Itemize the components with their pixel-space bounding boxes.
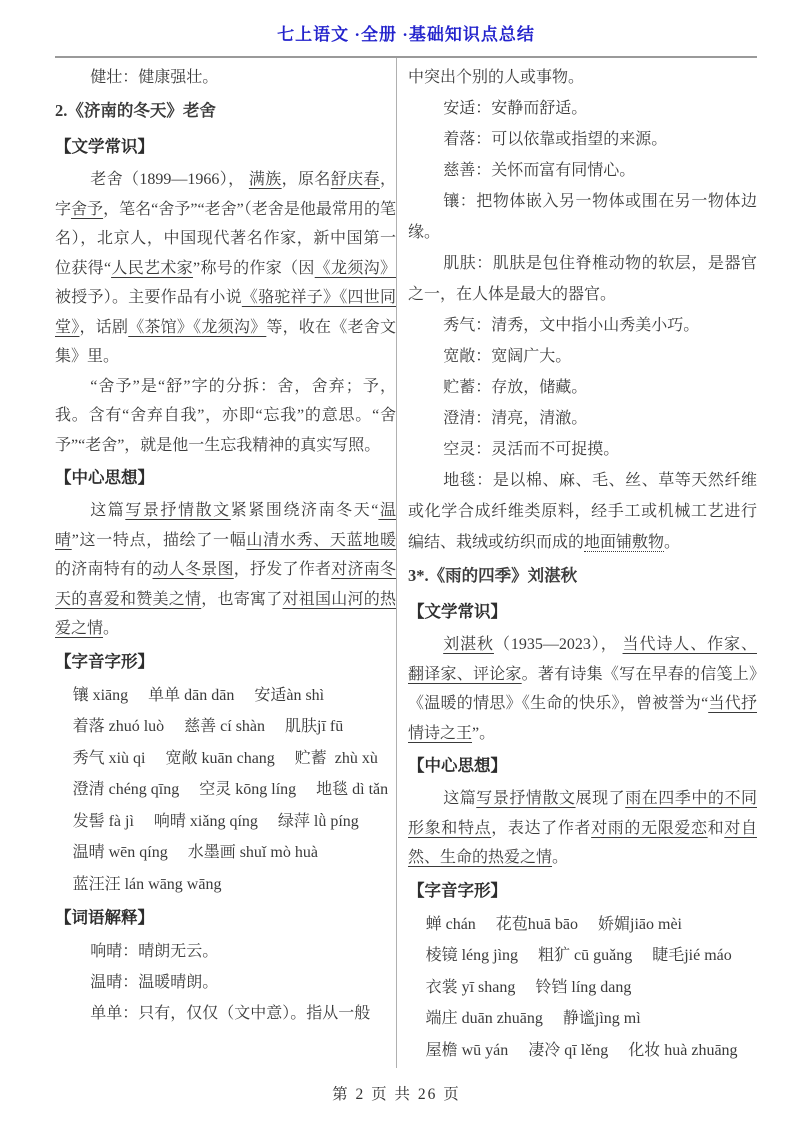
underlined-text: 《茶馆》《龙须沟》	[128, 318, 267, 336]
paragraph	[408, 784, 757, 873]
text-run: 和	[707, 819, 725, 837]
section-header: 【字音字形】	[55, 651, 154, 671]
underlined-text: 温晴	[55, 502, 396, 549]
pinyin-line: 温晴 wēn qíng 水墨画 shuǐ mò huà	[72, 844, 318, 861]
paragraph	[55, 372, 396, 461]
pinyin-line: 发髻 fà jì 响晴 xiǎng qíng 绿萍 lǜ píng	[72, 812, 359, 830]
text-run: ，表达了作者	[491, 819, 592, 837]
text-run: 地毯：是以棉、麻、毛、丝、草等天然纤维或化学合成纤维类原料，经手工或机械工艺进行编结、栽绒或纺织而成的	[408, 472, 757, 551]
underlined-text: 《龙须沟》	[314, 259, 396, 277]
text-run: 老舍（1899—1966），	[90, 171, 249, 188]
text-run: ，话剧	[79, 318, 129, 336]
section-header: 【中心思想】	[55, 468, 154, 487]
underlined-text: 刘湛秋	[443, 636, 494, 653]
text-run: ”称号的作家（因	[193, 259, 315, 277]
text-run: 展现了	[575, 790, 626, 807]
left-column	[55, 58, 396, 1068]
paragraph	[408, 630, 757, 748]
text-run: ，笔名“舍予”“老舍”（老舍是他最常用的笔名），北京人，中国现代著名作家，新中国第一位获得“	[55, 200, 396, 277]
paragraph	[55, 165, 396, 372]
definition: 着落：可以依靠或指望的来源。	[443, 131, 668, 148]
text-run: 。	[664, 534, 681, 551]
definition: 肌肤：肌肤是包住脊椎动物的软层，是器官之一，在人体是最大的器官。	[408, 255, 757, 303]
right-column	[397, 58, 757, 1068]
underlined-text: 舒庆春	[330, 171, 380, 188]
pinyin-line: 蝉 chán 花苞huā bāo 娇媚jiāo mèi	[425, 915, 682, 933]
text-run: ”这一特点，描绘了一幅	[71, 531, 247, 549]
definition: 宽敞：宽阔广大。	[443, 348, 572, 365]
pinyin-line: 蓝汪汪 lán wāng wāng	[72, 875, 222, 893]
footer-page-number: 第 2 页 共 26 页	[332, 1086, 461, 1103]
definition: 澄清：清亮，清澈。	[443, 410, 588, 427]
underlined-text: 雨在四季中的不同形象和特点	[408, 790, 757, 837]
underlined-text: 满族	[248, 171, 282, 188]
section-header: 【字音字形】	[408, 880, 507, 900]
section-header: 【词语解释】	[55, 908, 154, 927]
definition: 慈善：关怀而富有同情心。	[443, 162, 636, 179]
underlined-text: 对雨的无限爱恋	[591, 819, 708, 837]
text-run: 这篇	[90, 502, 126, 519]
underlined-text: 当代诗人、作家、翻译家、评论家	[408, 636, 757, 683]
pinyin-line: 端庄 duān zhuāng 静谧jìng mì	[425, 1010, 641, 1027]
text-run: 的济南特有的	[55, 561, 153, 578]
pinyin-line: 秀气 xiù qi 宽敞 kuān chang 贮蓄 zhù xù	[72, 749, 378, 767]
pinyin-line: 着落 zhuó luò 慈善 cí shàn 肌肤jī fū	[72, 718, 344, 735]
lesson-title: 2.《济南的冬天》老舍	[55, 101, 216, 120]
definition	[408, 465, 757, 558]
text-run: ，字	[55, 171, 396, 218]
text-run: 被授予）。主要作品有小说	[55, 289, 242, 306]
text-run: ，也寄寓了	[201, 590, 283, 608]
page-header-title: 七上语文 ·全册 ·基础知识点总结	[277, 25, 535, 44]
definition: 贮蓄：存放，储藏。	[443, 379, 588, 396]
text-run: ，原名	[281, 171, 331, 188]
text-run: 。	[103, 620, 120, 637]
definition: 镶：把物体嵌入另一物体或围在另一物体边缘。	[408, 193, 757, 241]
text-run: （1935—2023），	[493, 636, 623, 653]
definition: 单单：只有，仅仅（文中意）。指从一般	[90, 1005, 371, 1022]
text-run: 等，收在《老舍文集》里。	[55, 318, 396, 365]
pinyin-line: 棱镜 léng jìng 粗犷 cū guǎng 睫毛jié máo	[425, 947, 732, 964]
underlined-text: 写景抒情散文	[125, 502, 231, 519]
text-run: ，抒发了作者	[233, 561, 332, 578]
underlined-text: 对祖国山河的热爱之情	[55, 590, 396, 637]
paragraph	[55, 496, 396, 644]
underlined-text: 写景抒情散文	[476, 790, 576, 807]
underlined-text: 动人冬景图	[152, 561, 234, 578]
underlined-text: 山清水秀、天蓝地暖	[246, 531, 396, 549]
section-header: 【中心思想】	[408, 756, 507, 775]
two-column-body	[55, 58, 757, 1068]
underlined-text: 舍予	[71, 200, 104, 218]
pinyin-line: 屋檐 wū yán 凄冷 qī lěng 化妆 huà zhuāng	[425, 1041, 738, 1059]
section-header: 【文学常识】	[55, 137, 154, 156]
definition: 健壮：健康强壮。	[90, 69, 219, 86]
definition: 温晴：温暖晴朗。	[90, 974, 219, 991]
definition: 响晴：晴朗无云。	[90, 943, 219, 960]
underlined-text: 人民艺术家	[111, 259, 194, 277]
section-header: 【文学常识】	[408, 602, 507, 621]
pinyin-line: 澄清 chéng qīng 空灵 kōng líng 地毯 dì tǎn	[72, 781, 389, 798]
underlined-text: 对济南冬天的喜爱和赞美之情	[55, 561, 396, 608]
definition: 安适：安静而舒适。	[443, 100, 588, 117]
text-run: 紧紧围绕济南冬天“	[230, 502, 379, 519]
underlined-text: 《骆驼祥子》《四世同堂》	[55, 289, 396, 336]
text-run: 。著有诗集《写在早春的信笺上》《温暖的情思》《生命的快乐》，曾被誉为“	[408, 665, 757, 712]
text-run: 。	[552, 849, 569, 866]
lesson-title: 3*.《雨的四季》刘湛秋	[408, 566, 578, 585]
pinyin-line: 镶 xiāng 单单 dān dān 安适àn shì	[72, 686, 325, 704]
dotted-underlined-text: 地面铺敷物	[584, 534, 665, 551]
definition: 秀气：清秀，文中指小山秀美小巧。	[443, 317, 700, 334]
definition-continuation: 中突出个别的人或事物。	[408, 69, 585, 86]
underlined-text: 当代抒情诗之王	[408, 695, 757, 742]
text-run: ”。	[472, 724, 496, 742]
underlined-text: 对自然、生命的热爱之情	[408, 819, 757, 866]
text-run: “舍予”是“舒”字的分拆：舍，舍弃；予，我。含有“舍弃自我”，亦即“忘我”的意思。“舍予”“老舍”，就是他一生忘我精神的真实写照。	[55, 377, 396, 454]
pinyin-line: 衣裳 yī shang 铃铛 líng dang	[425, 978, 632, 996]
text-run: 这篇	[443, 790, 477, 807]
definition: 空灵：灵活而不可捉摸。	[443, 441, 620, 458]
